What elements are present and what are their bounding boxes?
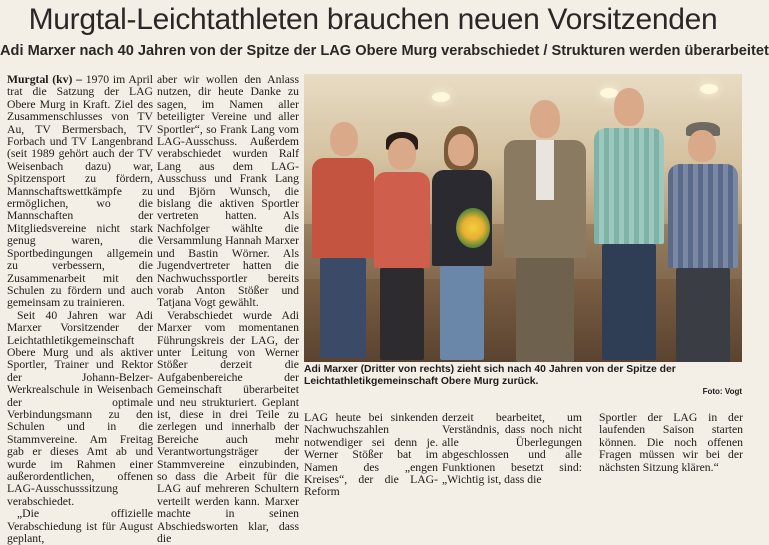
article-paragraph: Verabschiedet wurde Adi Marxer vom momentanen Führungskreis der LAG, der unter Leitung von Werner Stößer derzeit die Aufgabenbereiche der Gemeinschaft überarbeitet und neu strukturiert. Geplant ist, diese in drei Teile zu zerlegen und innerhalb der Bereiche auch mehr Verantwortungsträger der Stammvereine einzubinden, so dass die Arbeit für die LAG auf mehreren Schultern verteilt werden kann. Marxer machte in seinen Abschiedsworten klar, dass die bbox=[157, 308, 299, 545]
article-paragraph bbox=[7, 74, 153, 310]
article-paragraph: Seit 40 Jahren war Adi Marxer Vorsitzender der Leichtathletikgemeinschaft Obere Murg und als aktiver Sportler, Trainer und Rektor der Johann-Belzer-Werkrealschule in Weisenbach der optimale Verbindungsmann zu den Schulen und in die Stammvereine. Am Freitag gab er dieses Amt ab und wurde im Rahmen einer außerordentlichen, offenen LAG-Ausschusssitzung verabschiedet. bbox=[7, 308, 153, 508]
article-column-5 bbox=[599, 411, 743, 474]
photo-credit: Foto: Vogt bbox=[702, 387, 742, 396]
ceiling-lamp bbox=[432, 92, 450, 102]
article-paragraph: LAG heute bei sinkenden Nachwuchszahlen notwendiger sei denn je. Werner Stößer bat im Namen des „engen Kreises“, der die LAG-Reform bbox=[304, 411, 438, 499]
subheadline: Adi Marxer nach 40 Jahren von der Spitze der LAG Obere Murg verabschiedet / Strukturen werden überarbeitet bbox=[0, 43, 769, 59]
article-column-2 bbox=[157, 73, 299, 545]
person-figure bbox=[308, 122, 378, 362]
article-paragraph: Sportler der LAG in der laufenden Saison starten können. Die noch offenen Fragen müssen wir bei der nächsten Sitzung klären.“ bbox=[599, 411, 743, 474]
article-column-1 bbox=[7, 73, 153, 545]
photo-caption: Adi Marxer (Dritter von rechts) zieht sich nach 40 Jahren von der Spitze der Leichtathletikgemeinschaft Obere Murg zurück. bbox=[304, 364, 676, 387]
article-column-4 bbox=[442, 411, 582, 487]
paragraph-text: 1970 im April trat die Satzung der LAG Obere Murg in Kraft. Ziel des Zusammenschlusses von TV Au, TV Bermersbach, TV Forbach und TV Langenbrand (seit 1989 gehört auch der TV Weisenbach dazu) war, Spitzensport zu fördern, Mannschaftswettkämpfe zu ermöglichen, wo die Mannschaften der Mitgliedsvereine nicht stark genug waren, die Sportbedingungen allgemein zu verbessern, die Zusammenarbeit mit den Schulen zu fördern und auch gemeinsam zu trainieren. bbox=[7, 73, 153, 310]
article-paragraph: aber wir wollen den Anlass nutzen, dir heute Danke zu sagen, im Namen aller beteiligter Vereine und aller Sportler“, so Frank Lang vom LAG-Ausschuss. Außerdem verabschiedet wurden Ralf Lang aus dem LAG-Ausschuss und Frank Lang und Björn Wunsch, die bislang die aktiven Sportler vertreten hatten. Als Nachfolger wählte die Versammlung Hannah Marxer und Bastin Wörner. Als Jugendvertreter hatten die Nachwuchssportler bereits vorab Anton Stößer und Tatjana Vogt gewählt. bbox=[157, 73, 299, 310]
article-paragraph: „Die offizielle Verabschiedung ist für August geplant, bbox=[7, 507, 153, 545]
person-figure bbox=[498, 100, 592, 362]
article-photo bbox=[304, 74, 742, 362]
headline: Murgtal-Leichtathleten brauchen neuen Vorsitzenden bbox=[28, 3, 718, 36]
person-figure bbox=[424, 128, 500, 362]
article-column-3 bbox=[304, 411, 438, 499]
article-paragraph: derzeit bearbeitet, um Verständnis, dass noch nicht alle Überlegungen abgeschlossen und alle Funktionen besetzt sind: „Wichtig ist, dass die bbox=[442, 411, 582, 487]
dateline: Murgtal (kv) – bbox=[7, 73, 83, 86]
person-figure bbox=[588, 88, 670, 362]
ceiling-lamp bbox=[700, 84, 718, 94]
person-figure bbox=[664, 122, 742, 362]
